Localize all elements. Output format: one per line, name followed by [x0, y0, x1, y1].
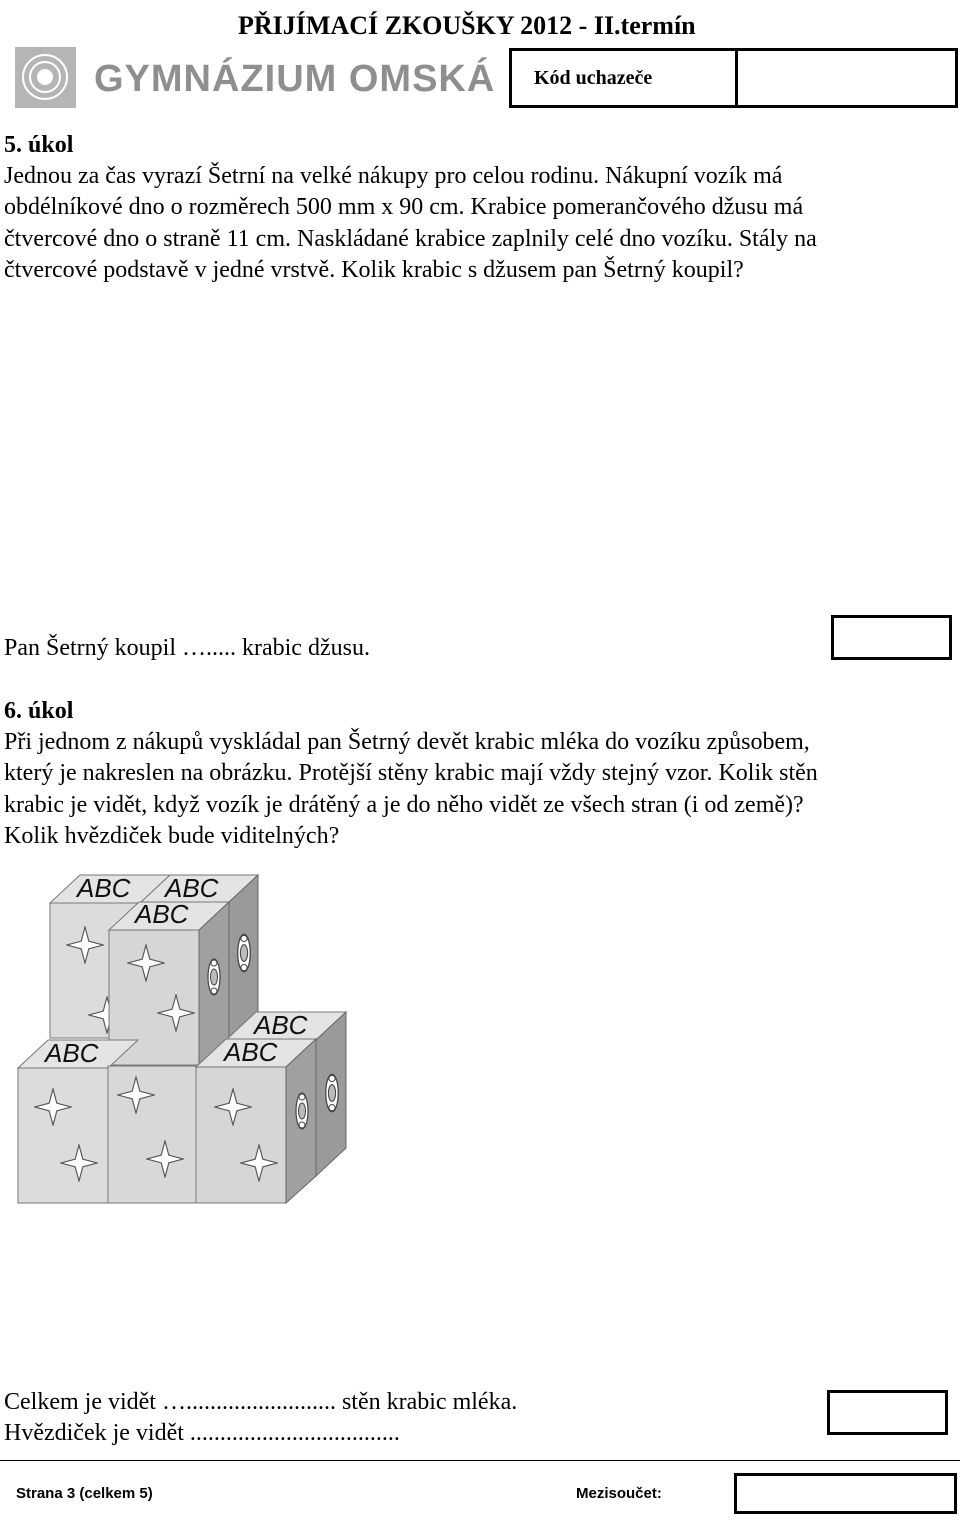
box-top-label: ABC [254, 1010, 308, 1040]
school-logo [15, 47, 76, 108]
box-top-label: ABC [165, 873, 219, 903]
task6-score-box[interactable] [827, 1390, 948, 1435]
task6-answer-line-1: Celkem je vidět …......................... stěn krabic mléka. [4, 1389, 518, 1415]
milk-boxes-figure [0, 860, 400, 1220]
milk-box [108, 1066, 198, 1203]
logo-emblem-icon [15, 47, 76, 108]
flower-icon [208, 959, 220, 995]
task6-line-3: krabic je vidět, když vozík je drátěný a je do něho vidět ze všech stran (i od země)? [4, 792, 804, 818]
box-top-label: ABC [77, 873, 131, 903]
footer-divider [0, 1460, 960, 1461]
box-top-label: ABC [224, 1037, 278, 1067]
flower-icon [238, 934, 251, 972]
box-top-label: ABC [45, 1038, 99, 1068]
task5-line-4: čtvercové podstavě v jedné vrstvě. Kolik krabic s džusem pan Šetrný koupil? [4, 257, 744, 283]
applicant-code-field[interactable] [741, 51, 955, 105]
flower-icon [296, 1093, 308, 1129]
task6-line-4: Kolik hvězdiček bude viditelných? [4, 823, 340, 849]
applicant-code-label: Kód uchazeče [534, 67, 653, 89]
task5-line-2: obdélníkové dno o rozměrech 500 mm x 90 cm. Krabice pomerančového džusu má [4, 194, 804, 220]
flower-icon [326, 1074, 339, 1112]
task5-answer-line: Pan Šetrný koupil …..... krabic džusu. [4, 635, 370, 661]
task5-heading: 5. úkol [4, 132, 74, 158]
task6-answer-line-2: Hvězdiček je vidět ................................... [4, 1420, 400, 1446]
task6-heading: 6. úkol [4, 698, 74, 724]
task6-line-2: který je nakreslen na obrázku. Protější stěny krabic mají vždy stejný vzor. Kolik stěn [4, 760, 818, 786]
task5-score-box[interactable] [831, 615, 952, 660]
task6-line-1: Při jednom z nákupů vyskládal pan Šetrný devět krabic mléka do vozíku způsobem, [4, 729, 810, 755]
task5-line-3: čtvercové dno o straně 11 cm. Naskládané krabice zaplnily celé dno vozíku. Stály na [4, 226, 817, 252]
subtotal-box[interactable] [734, 1473, 957, 1514]
school-name: GYMNÁZIUM OMSKÁ [94, 58, 496, 100]
applicant-code-divider [735, 48, 738, 108]
exam-title: PŘIJÍMACÍ ZKOUŠKY 2012 - II.termín [238, 11, 696, 40]
subtotal-label: Mezisoučet: [576, 1485, 662, 1502]
task5-line-1: Jednou za čas vyrazí Šetrní na velké nákupy pro celou rodinu. Nákupní vozík má [4, 163, 783, 189]
box-top-label: ABC [135, 899, 189, 929]
page-number: Strana 3 (celkem 5) [16, 1485, 153, 1502]
